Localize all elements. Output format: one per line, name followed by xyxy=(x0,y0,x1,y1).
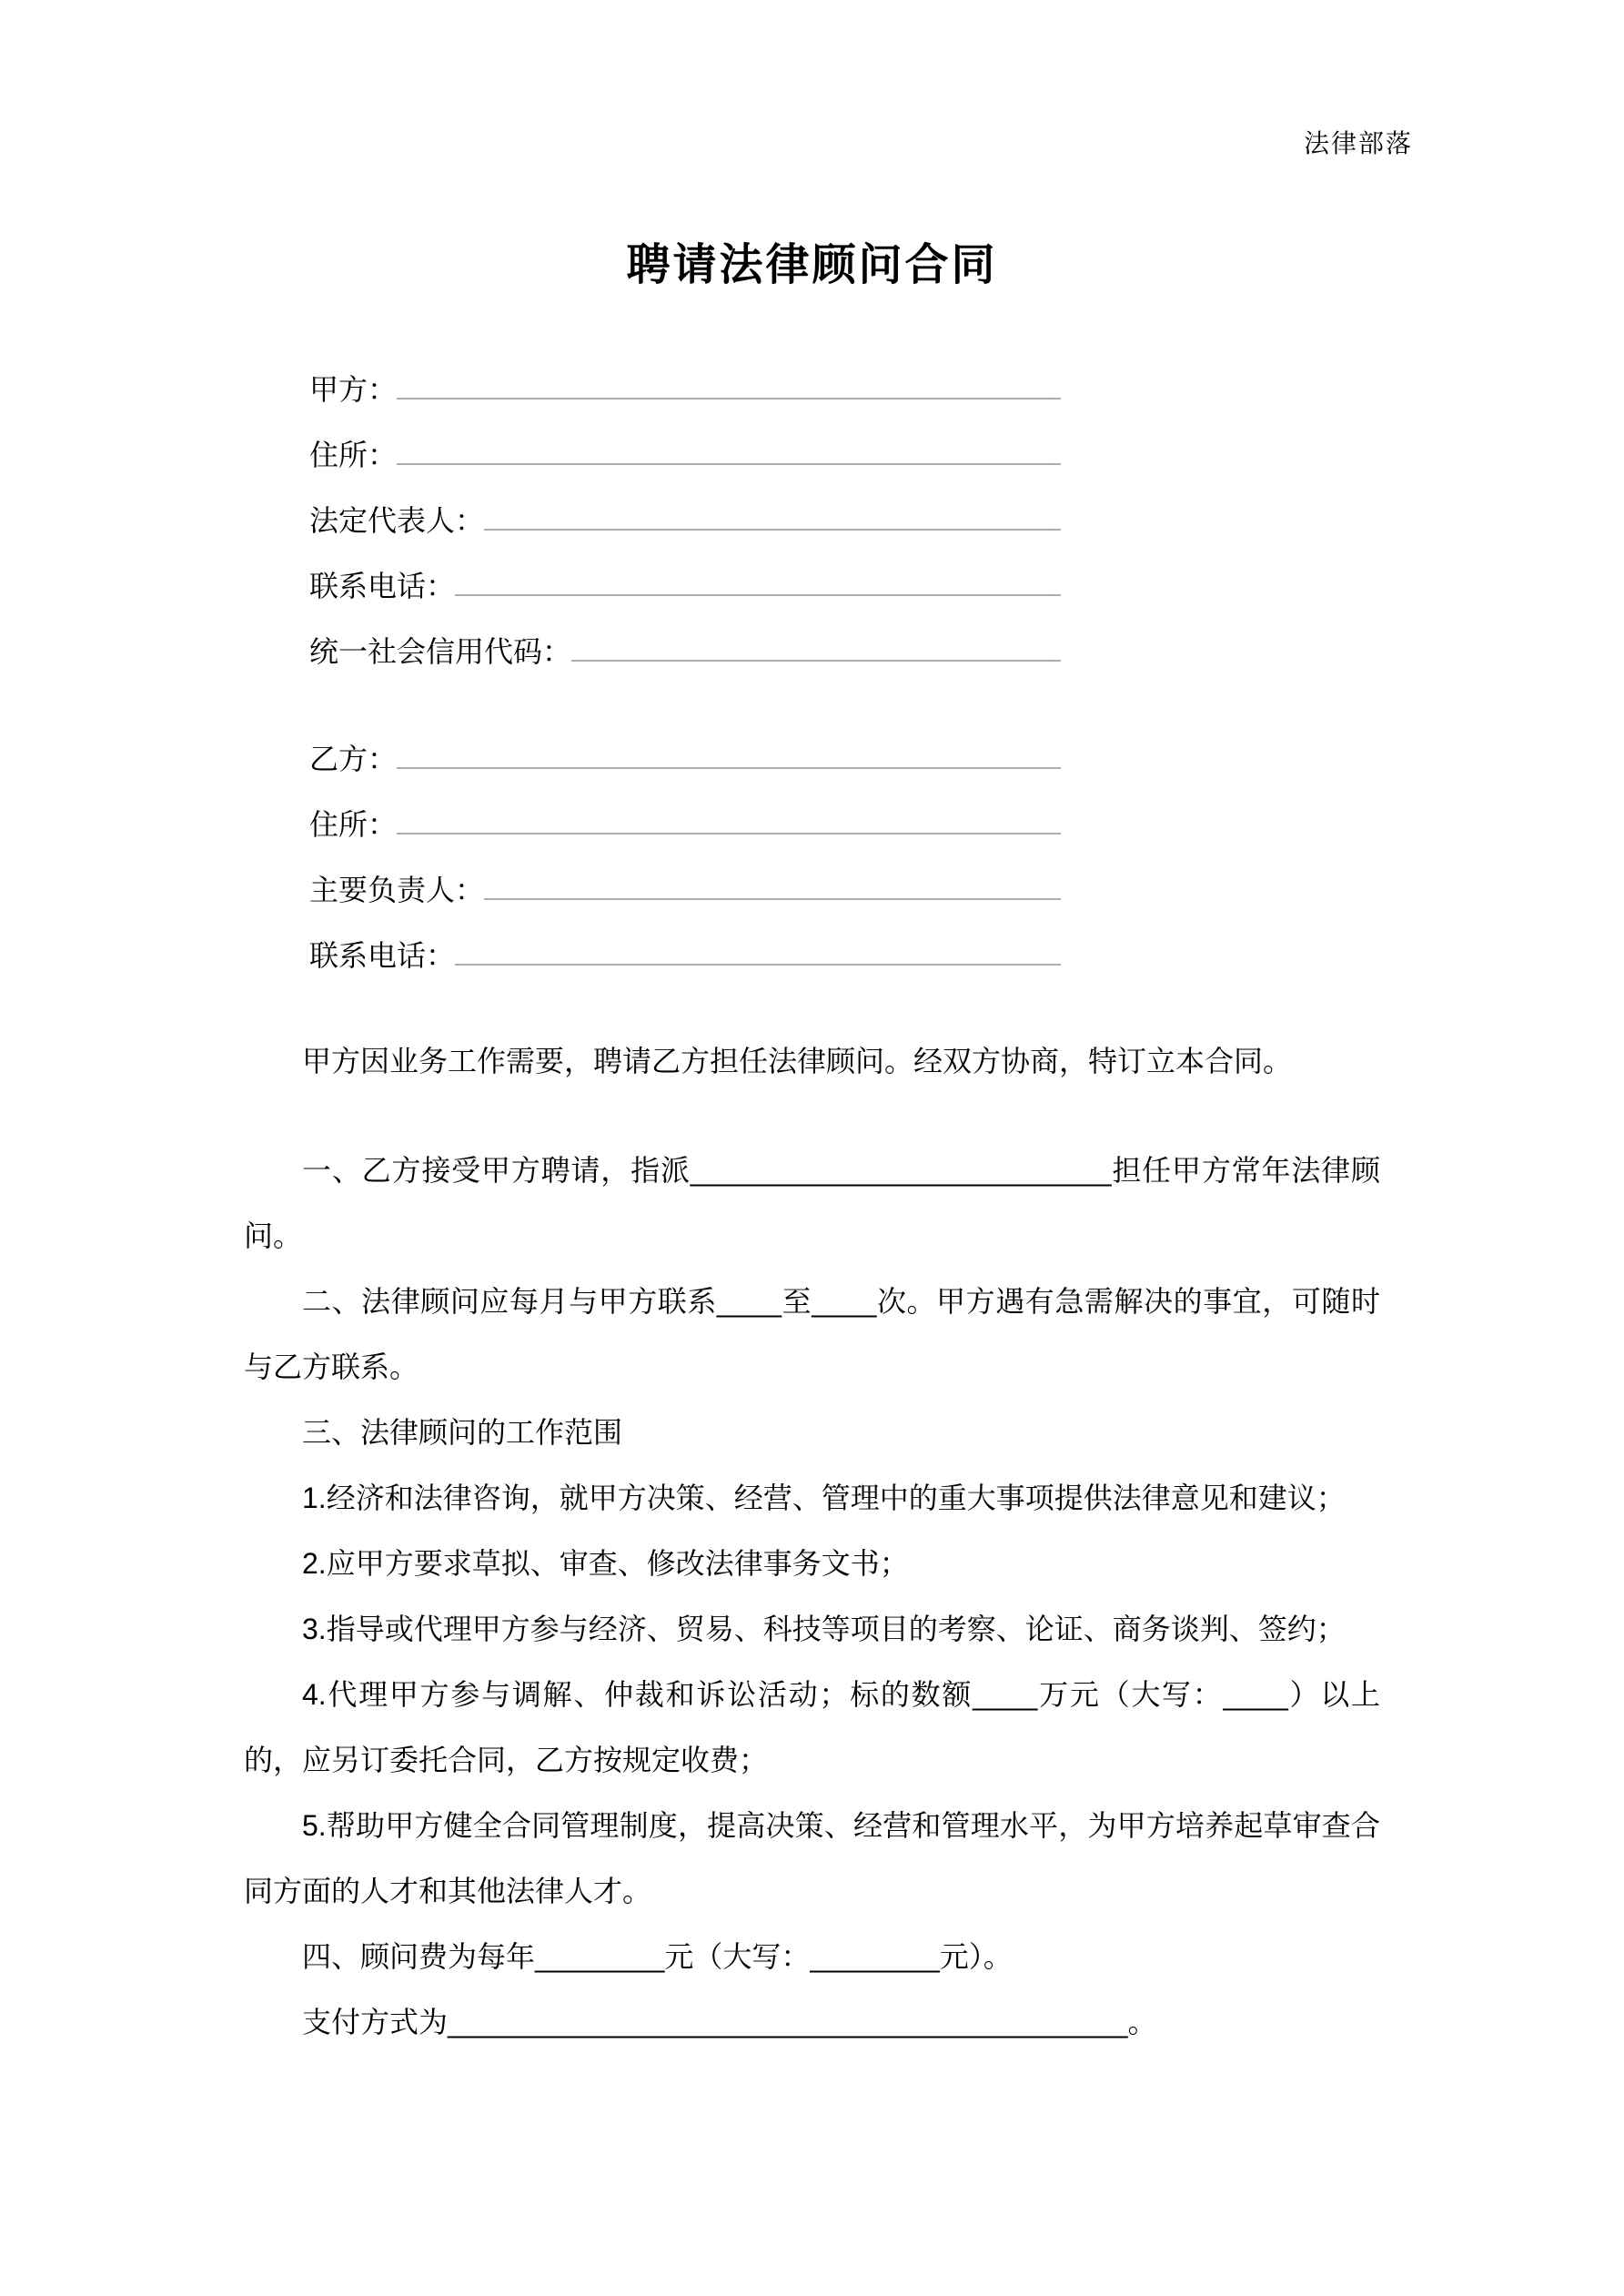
clause-3-heading: 三、法律顾问的工作范围 xyxy=(302,1416,623,1449)
clause-3-item-5: 5.帮助甲方健全合同管理制度，提高决策、经营和管理水平，为甲方培养起草审查合同方面的人才和其他法律人才。 xyxy=(244,1809,1380,1907)
fill-in-line xyxy=(484,525,1061,531)
contract-body xyxy=(244,1028,1380,2055)
clause-3-item-2: 2.应甲方要求草拟、审查、修改法律事务文书； xyxy=(302,1547,909,1580)
field-party-a-phone xyxy=(309,553,1061,619)
fill-in-line xyxy=(397,829,1061,834)
field-party-b-name xyxy=(309,726,1061,792)
field-party-a-legal-rep xyxy=(309,488,1061,553)
field-party-a-name xyxy=(309,357,1061,422)
fill-in-line xyxy=(484,895,1061,900)
fill-in-line xyxy=(397,764,1061,769)
field-party-b-address xyxy=(309,792,1061,857)
field-party-a-address xyxy=(309,422,1061,488)
field-label: 乙方： xyxy=(309,743,398,775)
field-label: 法定代表人： xyxy=(309,504,485,537)
field-label: 住所： xyxy=(309,439,398,471)
clause-4-payment-method: 支付方式为__________________________________________。 xyxy=(302,2006,1157,2038)
fill-in-line xyxy=(455,591,1061,596)
clause-2: 二、法律顾问应每月与甲方联系____至____次。甲方遇有急需解决的事宜，可随时与乙方联系。 xyxy=(244,1285,1380,1383)
clause-3-item-3: 3.指导或代理甲方参与经济、贸易、科技等项目的考察、论证、商务谈判、签约； xyxy=(302,1613,1346,1645)
clause-1: 一、乙方接受甲方聘请，指派__________________________担任甲方常年法律顾问。 xyxy=(244,1154,1380,1252)
field-label: 甲方： xyxy=(309,373,398,406)
fill-in-line xyxy=(571,656,1061,662)
fill-in-line xyxy=(397,460,1061,465)
fill-in-line xyxy=(397,394,1061,400)
watermark-brand: 法律部落 xyxy=(1303,129,1413,157)
field-label: 主要负责人： xyxy=(309,874,485,906)
party-b-fields xyxy=(244,726,1380,988)
clause-3-item-1: 1.经济和法律咨询，就甲方决策、经营、管理中的重大事项提供法律意见和建议； xyxy=(302,1482,1346,1514)
field-label: 住所： xyxy=(309,808,398,841)
party-a-fields xyxy=(244,357,1380,684)
document-title: 聘请法律顾问合同 xyxy=(626,241,998,289)
field-party-a-credit-code xyxy=(309,619,1061,684)
field-label: 统一社会信用代码： xyxy=(309,635,572,668)
clause-4-fee: 四、顾问费为每年________元（大写：________元）。 xyxy=(302,1940,1013,1973)
field-label: 联系电话： xyxy=(309,939,456,972)
paragraph-intro: 甲方因业务工作需要，聘请乙方担任法律顾问。经双方协商，特订立本合同。 xyxy=(302,1045,1293,1077)
field-party-b-principal xyxy=(309,857,1061,923)
clause-3-item-4: 4.代理甲方参与调解、仲裁和诉讼活动；标的数额____万元（大写：____）以上的，应另订委托合同，乙方按规定收费； xyxy=(244,1678,1380,1776)
fill-in-line xyxy=(455,960,1061,966)
field-label: 联系电话： xyxy=(309,570,456,602)
field-party-b-phone xyxy=(309,923,1061,988)
